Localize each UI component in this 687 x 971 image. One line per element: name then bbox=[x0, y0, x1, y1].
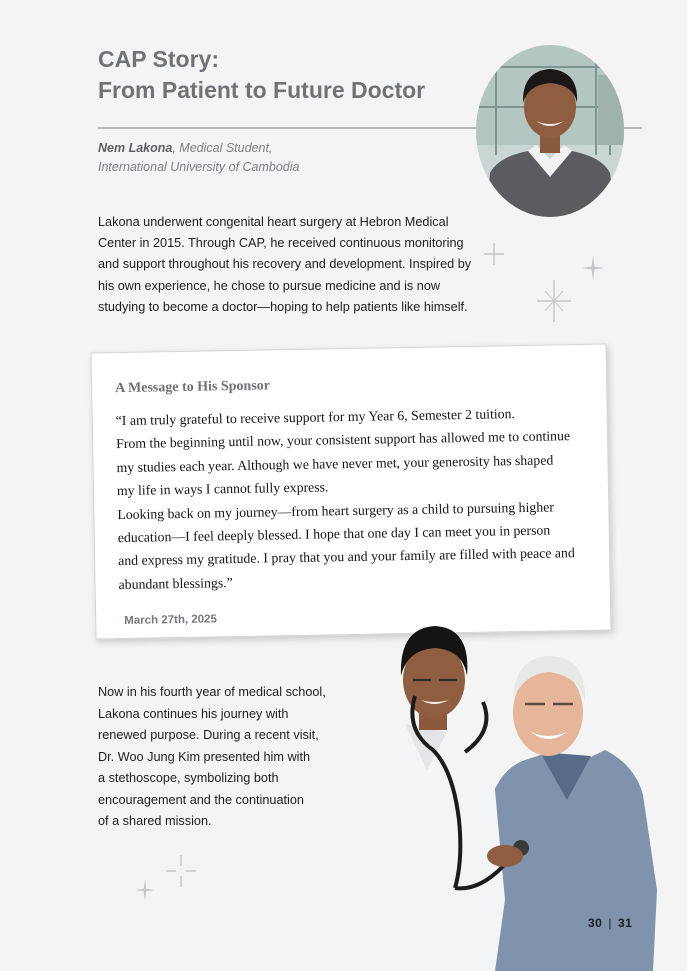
page-numbers bbox=[588, 916, 632, 930]
closing-line: renewed purpose. During a recent visit, bbox=[98, 728, 319, 742]
sparkle-icon bbox=[166, 855, 196, 887]
sparkle-icon bbox=[537, 280, 571, 322]
closing-line: Lakona continues his journey with bbox=[98, 706, 289, 721]
page-number-left: 30 bbox=[588, 916, 603, 930]
message-line: my studies each year. Although we have never met, your generosity has shaped bbox=[116, 452, 554, 475]
title-line-2: From Patient to Future Doctor bbox=[98, 77, 426, 103]
sparkle-icon bbox=[135, 879, 155, 901]
sponsor-message-card bbox=[91, 344, 612, 640]
message-line: Looking back on my journey—from heart surgery as a child to pursuing higher bbox=[117, 499, 554, 522]
page-number-right: 31 bbox=[617, 916, 633, 930]
message-line: and express my gratitude. I pray that you and your family are filled with peace and bbox=[118, 545, 575, 569]
intro-paragraph: Lakona underwent congenital heart surgery at Hebron Medical Center in 2015. Through CAP, he received continuous monitoring and support throughout his recovery and development. Inspired by his own experience, he chose to pursue medicine and is now studying to become a doctor—hoping to help patients like himself. bbox=[98, 215, 472, 314]
message-date: March 27th, 2025 bbox=[124, 613, 218, 627]
closing-line: Dr. Woo Jung Kim presented him with bbox=[98, 749, 311, 764]
byline-line-1 bbox=[98, 139, 300, 158]
closing-line: of a shared mission. bbox=[98, 814, 212, 828]
closing-line: Now in his fourth year of medical school, bbox=[98, 685, 326, 699]
author-byline bbox=[98, 139, 300, 177]
message-heading: A Message to His Sponsor bbox=[115, 378, 271, 397]
message-line: “I am truly grateful to receive support for my Year 6, Semester 2 tuition. bbox=[115, 406, 516, 429]
page-title bbox=[98, 44, 425, 106]
title-line-1: CAP Story: bbox=[98, 46, 219, 72]
closing-paragraph bbox=[98, 682, 348, 833]
closing-line: encouragement and the continuation bbox=[98, 792, 304, 807]
message-line: my life in ways I cannot fully express. bbox=[116, 479, 329, 499]
sparkle-icon bbox=[582, 256, 604, 280]
author-name: Nem Lakona bbox=[98, 141, 173, 155]
closing-line: a stethoscope, symbolizing both bbox=[98, 771, 279, 785]
student-portrait-image bbox=[476, 45, 624, 217]
page-number-separator: | bbox=[608, 916, 612, 930]
message-line: abundant blessings.” bbox=[118, 574, 233, 592]
message-line: From the beginning until now, your consistent support has allowed me to continue bbox=[116, 428, 571, 452]
student-portrait bbox=[476, 45, 624, 217]
message-body bbox=[116, 401, 579, 596]
sparkle-icon bbox=[484, 243, 504, 265]
author-role: , Medical Student, bbox=[172, 141, 273, 155]
message-line: education—I feel deeply blessed. I hope that one day I can meet you in person bbox=[117, 522, 551, 546]
author-institution: International University of Cambodia bbox=[98, 160, 300, 174]
